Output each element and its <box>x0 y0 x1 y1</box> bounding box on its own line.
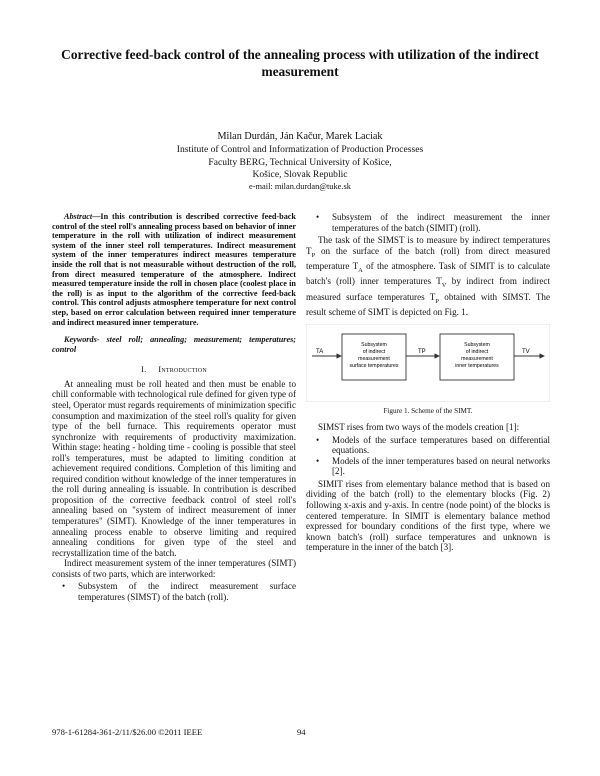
keywords-body: steel roll; annealing; measurement; temperatures; control <box>52 335 296 354</box>
intro-paragraph-2: Indirect measurement system of the inner temperatures (SIMT) consists of two parts, which are interworked: <box>52 558 296 579</box>
left-bullet-list <box>52 581 296 602</box>
paper-title: Corrective feed-back control of the annealing process with utilization of the indirect measurement <box>61 47 539 79</box>
figure-simt-scheme <box>306 324 550 402</box>
box2-line-2: of indirect <box>465 348 489 355</box>
left-column <box>52 212 296 604</box>
list-item-text: Subsystem of the indirect measurement surface temperatures (SIMST) of the batch (roll). <box>78 581 296 602</box>
bullet-icon: • <box>316 455 320 466</box>
box1-line-2: of indirect <box>362 348 386 355</box>
keywords-lead: Keywords- <box>64 335 100 345</box>
abstract-body: —In this contribution is described corrective feed-back control of the steel roll's annealing process based on behavior of inner temperature in the roll with utilization of indirect measurement system of the inner steel roll temperatures. Indirect measurement system of the inner temperatures indirect measures temperature inside the roll that is not measurable without destruction of the roll, from direct measured temperature of the atmosphere. Indirect measured temperature inside the roll in chosen place (coolest place in the roll) is as input to the algorithm of the corrective feed-back control. This control adjusts atmosphere temperature for next control step, based on error calculation between required inner temperature and indirect measured inner temperature. <box>52 212 296 327</box>
subscript: A <box>358 266 363 274</box>
bullet-icon: • <box>62 581 66 592</box>
subscript: P <box>311 251 316 259</box>
label-tv: TV <box>522 348 530 355</box>
right-column <box>306 212 550 553</box>
bullet-icon: • <box>316 434 320 445</box>
simit-paragraph: SIMIT rises from elementary balance method that is based on dividing of the batch (roll) to the elementary blocks (Fig. 2) following x-axis and y-axis. In centre (node point) of the blocks is centered temperature. In SIMIT is elementary balance method expressed for boundary conditions of the first type, where we known batch's (roll) surface temperatures and unknown is temperature in the inner of the batch [3]. <box>306 478 550 553</box>
subscript: V <box>441 282 447 290</box>
author-email: e-mail: milan.durdan@tuke.sk <box>249 182 351 192</box>
section-number: I. <box>141 364 147 375</box>
right-bullet-list-mid <box>306 435 550 477</box>
box2-line-4: inner temperatures <box>455 362 499 369</box>
author-faculty: Faculty BERG, Technical University of Košice, <box>208 156 392 168</box>
label-ta: TA <box>316 348 324 355</box>
author-names: Milan Durdán, Ján Kačur, Marek Laciak <box>217 131 383 142</box>
intro-paragraph-1: At annealing must be roll heated and then must be enable to chill conformable with technological rule defined for given type of steel, Operator must regards requirements of minimization specific consumption and maximization of the steel roll's quality for given type of the bell furnace. This requirements operator must synchronize with requirements of productivity maximization. Within stage: heating - holding time - cooling is possible that steel roll's temperatures, must be adapted to limiting condition at achievement required conditions. Completion of this limiting and required condition without knowledge of the inner temperatures in the roll during annealing is issuable. In contribution is described proposition of the corrective feedback control of steel roll's annealing based on "system of indirect measurement of inner temperatures" (SIMT). Knowledge of the inner temperatures in annealing process enable to observe limiting and required annealing conditions for given type of the steel and recrystallization time of the batch. <box>52 378 296 558</box>
author-city: Košice, Slovak Republic <box>252 168 348 180</box>
box2-line-1: Subsystem <box>464 341 490 348</box>
figure-caption: Figure 1. Scheme of the SIMT. <box>383 406 473 415</box>
list-item <box>306 435 550 456</box>
section-title: Introduction <box>158 364 207 375</box>
abstract <box>52 212 296 327</box>
text-run: on the surface of the batch (roll) from direct measured temperature T <box>306 245 550 271</box>
box2-line-3: measurement <box>461 355 493 362</box>
box1-line-1: Subsystem <box>361 341 387 348</box>
subscript: P <box>435 297 439 305</box>
list-item <box>52 581 296 602</box>
list-item-text: Models of the surface temperatures based on differential equations. <box>332 434 550 456</box>
author-institute: Institute of Control and Informatization of Production Processes <box>176 144 424 156</box>
footer-isbn: 978-1-61284-361-2/11/$26.00 ©2011 IEEE <box>52 727 203 737</box>
right-bullet-list-top <box>306 212 550 233</box>
section-heading-introduction <box>52 364 296 375</box>
box1-line-4: surface temperatures <box>349 362 399 369</box>
simt-task-paragraph <box>306 235 550 318</box>
abstract-lead: Abstract <box>64 212 93 221</box>
text-run: of the atmosphere. Task of SIMIT is to calculate batch's (roll) inner temperatures T <box>306 261 550 287</box>
label-tp: TP <box>418 348 426 355</box>
list-item <box>306 456 550 477</box>
list-item-text: Subsystem of the indirect measurement the inner temperatures of the batch (SIMIT) (roll). <box>332 212 550 233</box>
text-run: The task of the SIMST is to measure by indirect temperatures T <box>306 235 550 256</box>
page-number: 94 <box>297 727 306 737</box>
keywords <box>52 335 296 354</box>
text-run: by indirect from indirect measured surface temperatures T <box>306 276 550 302</box>
box1-line-3: measurement <box>358 355 390 362</box>
list-item <box>306 212 550 233</box>
list-item-text: Models of the inner temperatures based on neural networks [2]. <box>332 455 550 477</box>
simst-models-paragraph: SIMST rises from two ways of the models creation [1]: <box>318 422 520 433</box>
author-block <box>80 131 520 193</box>
simt-diagram <box>306 324 550 402</box>
text-run: obtained with SIMST. The result scheme of SIMT is depicted on Fig. 1. <box>306 291 550 318</box>
bullet-icon: • <box>316 212 320 222</box>
